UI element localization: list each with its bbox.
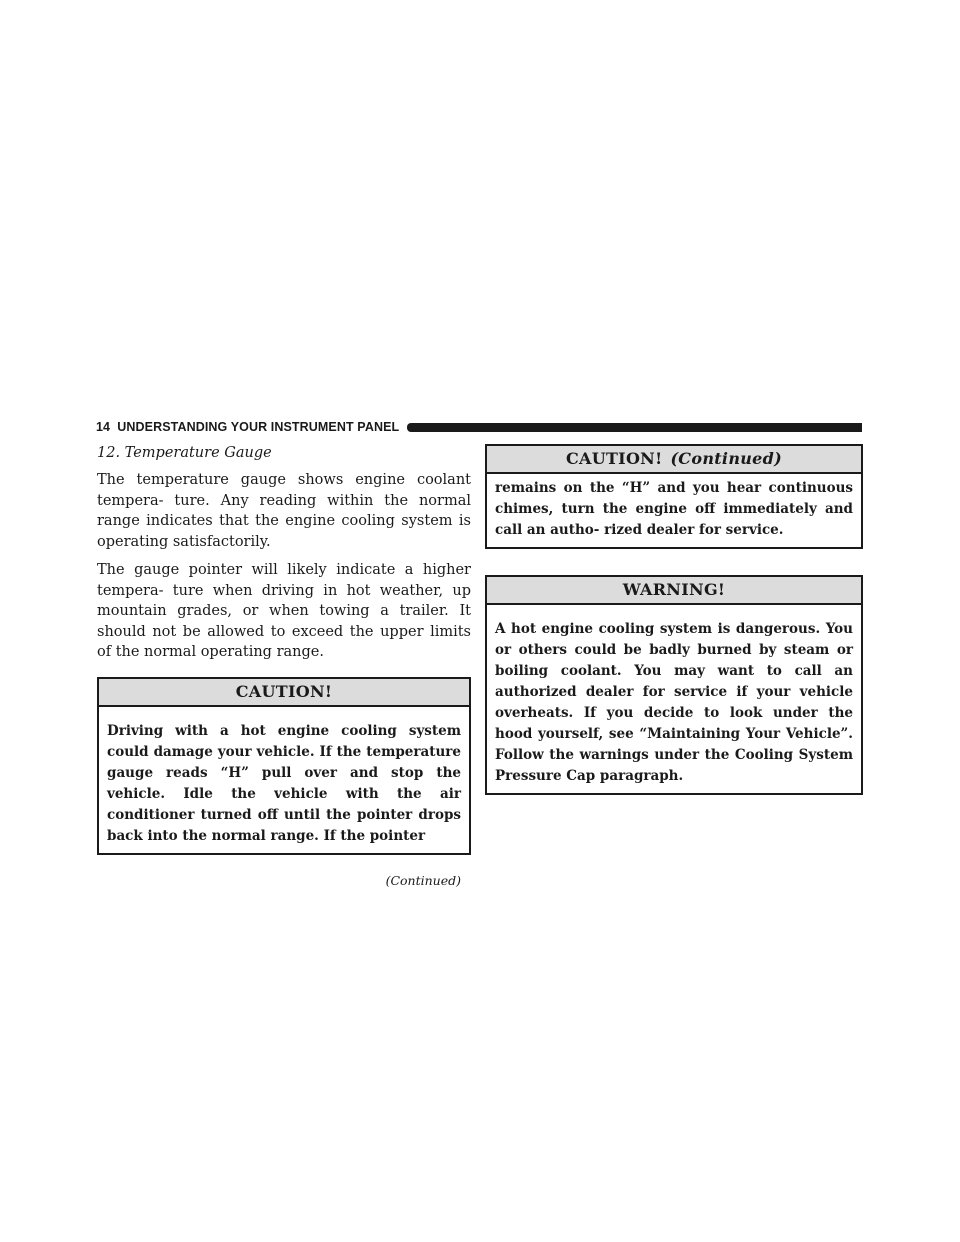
- page-header-text: [96, 420, 399, 434]
- caution-box: [97, 677, 471, 855]
- continued-note: (Continued): [385, 872, 461, 888]
- caution-title: CAUTION!: [99, 679, 469, 707]
- warning-body: A hot engine cooling system is dangerous. You or others could be badly burned by steam or boiling coolant. You may want to call an authorized dealer for service if your vehicle overheats. If you decide to look under the hood yourself, see “Maintaining Your Vehicle”. Follow the warnings under the Cooling System Pressure Cap paragraph.: [495, 621, 853, 784]
- left-column: [97, 442, 471, 888]
- paragraph-1: The temperature gauge shows engine coolant tempera- ture. Any reading within the normal range indicates that the engine cooling system is operating satisfactorily.: [97, 472, 471, 550]
- section-title: 12. Temperature Gauge: [97, 445, 272, 461]
- page-header: [96, 420, 862, 434]
- caution-continued-title: [487, 446, 861, 474]
- caution-body: Driving with a hot engine cooling system could damage your vehicle. If the temperature gauge reads “H” pull over and stop the vehicle. Idle the vehicle with the air conditioner turned off until the pointer drops back into the normal range. If the pointer: [107, 722, 461, 844]
- right-column: [485, 444, 863, 795]
- caution-continued-body: remains on the “H” and you hear continuous chimes, turn the engine off immediately and call an autho- rized dealer for service.: [495, 480, 853, 538]
- caution-continued-title-text: CAUTION!: [565, 449, 663, 468]
- section-name: UNDERSTANDING YOUR INSTRUMENT PANEL: [117, 420, 400, 434]
- paragraph-2: The gauge pointer will likely indicate a higher tempera- ture when driving in hot weather, up mountain grades, or when towing a trailer. It should not be allowed to exceed the upper limits of the normal operating range.: [97, 562, 471, 660]
- header-rule: [407, 423, 862, 432]
- caution-continued-box: [485, 444, 863, 549]
- warning-title: WARNING!: [487, 577, 861, 605]
- page-number: 14: [96, 420, 111, 434]
- warning-box: [485, 575, 863, 795]
- caution-continued-suffix: (Continued): [670, 449, 783, 468]
